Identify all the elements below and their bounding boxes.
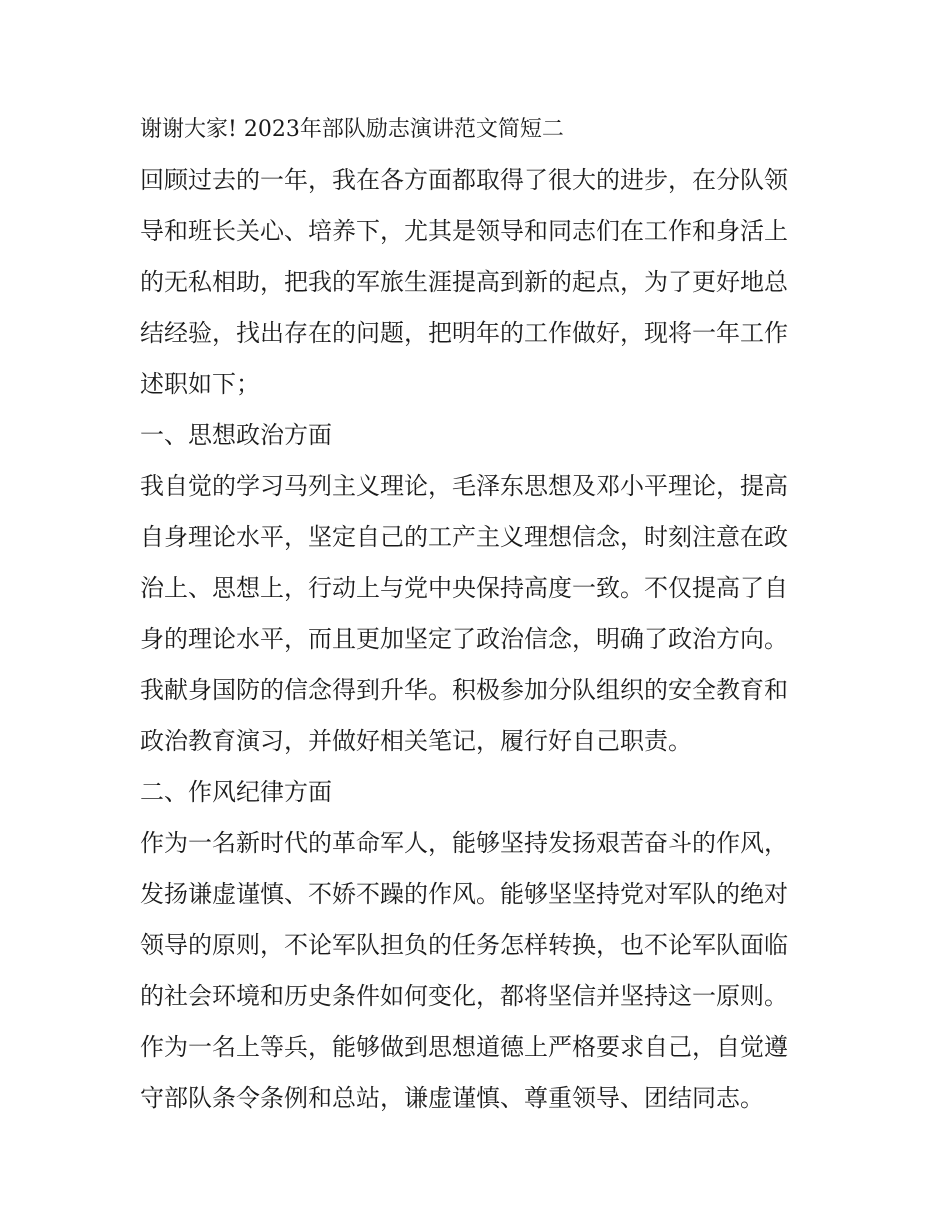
paragraph-line: 作为一名上等兵，能够做到思想道德上严格要求自己，自觉遵 <box>140 1033 788 1061</box>
paragraph-line: 述职如下； <box>140 370 260 398</box>
paragraph-line: 领导的原则，不论军队担负的任务怎样转换，也不论军队面临 <box>140 931 788 959</box>
document-body <box>140 104 812 1124</box>
paragraph-line: 守部队条令条例和总站，谦虚谨慎、尊重领导、团结同志。 <box>140 1084 764 1112</box>
paragraph-line: 自身理论水平，坚定自己的工产主义理想信念，时刻注意在政 <box>140 523 788 551</box>
paragraph-line: 的无私相助，把我的军旅生涯提高到新的起点，为了更好地总 <box>140 268 788 296</box>
paragraph-line: 治上、思想上，行动上与党中央保持高度一致。不仅提高了自 <box>140 574 788 602</box>
paragraph-line: 我献身国防的信念得到升华。积极参加分队组织的安全教育和 <box>140 676 788 704</box>
paragraph-line: 作为一名新时代的革命军人，能够坚持发扬艰苦奋斗的作风， <box>140 829 788 857</box>
section-heading-1: 一、思想政治方面 <box>140 421 332 449</box>
paragraph-line: 发扬谦虚谨慎、不娇不躁的作风。能够坚坚持党对军队的绝对 <box>140 880 788 908</box>
paragraph-line: 我自觉的学习马列主义理论，毛泽东思想及邓小平理论，提高 <box>140 472 788 500</box>
section-heading-2: 二、作风纪律方面 <box>140 778 332 806</box>
paragraph-line: 身的理论水平，而且更加坚定了政治信念，明确了政治方向。 <box>140 625 788 653</box>
paragraph-line: 回顾过去的一年，我在各方面都取得了很大的进步，在分队领 <box>140 166 788 194</box>
paragraph-line: 导和班长关心、培养下，尤其是领导和同志们在工作和身活上 <box>140 217 788 245</box>
paragraph-line: 政治教育演习，并做好相关笔记，履行好自己职责。 <box>140 727 692 755</box>
paragraph-line: 结经验，找出存在的问题，把明年的工作做好，现将一年工作 <box>140 319 788 347</box>
paragraph-line: 的社会环境和历史条件如何变化，都将坚信并坚持这一原则。 <box>140 982 788 1010</box>
speech-title-line: 谢谢大家! 2023年部队励志演讲范文简短二 <box>140 117 564 142</box>
